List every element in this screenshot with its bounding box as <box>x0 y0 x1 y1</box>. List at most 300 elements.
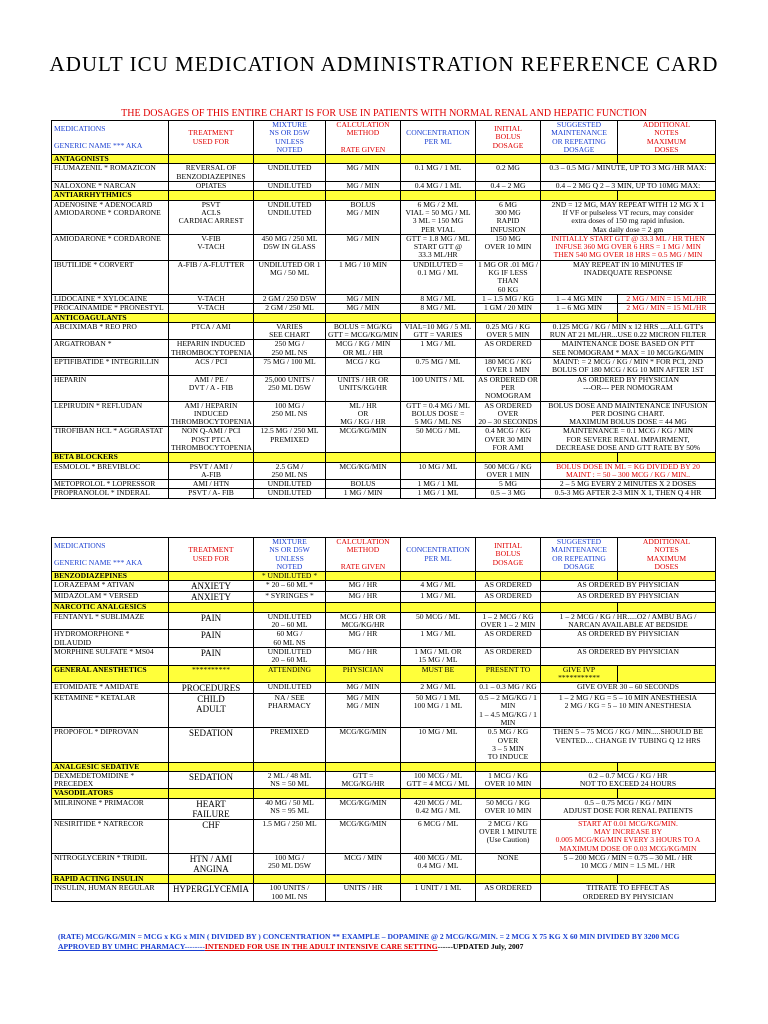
cell-name: DEXMEDETOMIDINE * PRECEDEX <box>52 771 169 789</box>
cell-treatment: HEART FAILURE <box>169 798 254 819</box>
cell-maint: 1 – 2 MG / KG = 5 – 10 MIN ANESTHESIA 2 MG / KG = 5 – 10 MIN ANESTHESIA <box>541 694 716 728</box>
cell-mixture: 25,000 UNITS / 250 ML D5W <box>254 375 326 401</box>
section-cell-calc <box>326 453 401 462</box>
cell-maint: 1 – 4 MG MIN <box>541 294 618 303</box>
cell-mixture: 250 MG / 250 ML NS <box>254 340 326 358</box>
section-cell-treatment <box>169 572 254 581</box>
cell-name: LORAZEPAM * ATIVAN <box>52 581 169 592</box>
cell-name: ARGATROBAN * <box>52 340 169 358</box>
cell-name: ETOMIDATE * AMIDATE <box>52 683 169 694</box>
cell-conc: 1 UNIT / 1 ML <box>401 884 476 902</box>
cell-calc: MCG/KG/MIN <box>326 427 401 453</box>
cell-calc: MG / MIN <box>326 304 401 313</box>
cell-maint: MAINT: = 2 MCG / KG / MIN * FOR PCI, 2ND BOLUS OF 180 MCG / KG 10 MIN AFTER 1ST <box>541 358 716 376</box>
cell-bolus: 0.5 – 3 MG <box>476 489 541 498</box>
cell-mixture: UNDILUTED <box>254 182 326 191</box>
section-cell-bolus <box>476 603 541 612</box>
cell-bolus: AS ORDERED OVER 20 – 30 SECONDS <box>476 401 541 427</box>
cell-calc: MCG/KG/MIN <box>326 462 401 480</box>
cell-mixture: 75 MG / 100 ML <box>254 358 326 376</box>
cell-treatment: V-TACH <box>169 304 254 313</box>
section-cell-notes <box>618 313 716 322</box>
cell-name: AMIODARONE * CORDARONE <box>52 234 169 260</box>
cell-bolus: 500 MCG / KG OVER 1 MIN <box>476 462 541 480</box>
cell-name: ESMOLOL * BREVIBLOC <box>52 462 169 480</box>
section-cell-notes <box>618 603 716 612</box>
section-cell-mixture <box>254 155 326 164</box>
section-cell-conc <box>401 789 476 798</box>
cell-calc: BOLUS = MG/KG GTT = MCG/KG/MIN <box>326 322 401 340</box>
section-cell-treatment <box>169 789 254 798</box>
section-cell-maint <box>541 453 618 462</box>
section-title: ANTIARRHYTHMICS <box>52 191 169 200</box>
section-cell-mixture <box>254 603 326 612</box>
section-cell-bolus <box>476 155 541 164</box>
approval-line <box>58 942 523 951</box>
section-cell-mixture <box>254 191 326 200</box>
cell-maint: 0.3 – 0.5 MG / MINUTE, UP TO 3 MG /HR MAX: <box>541 164 716 182</box>
section-header-row <box>52 191 716 200</box>
cell-bolus: 180 MCG / KG OVER 1 MIN <box>476 358 541 376</box>
section-header-row <box>52 665 716 683</box>
section-cell-bolus <box>476 572 541 581</box>
cell-maint: 0.2 – 0.7 MCG / KG / HR NOT TO EXCEED 24 HOURS <box>541 771 716 789</box>
cell-name: LEPIRUDIN * REFLUDAN <box>52 401 169 427</box>
header-maint: SUGGESTED MAINTENANCE OR REPEATING DOSAGE <box>541 538 618 572</box>
section-cell-treatment <box>169 155 254 164</box>
cell-treatment: PAIN <box>169 612 254 630</box>
cell-bolus: 1 – 2 MCG / KG OVER 1 – 2 MIN <box>476 612 541 630</box>
cell-mixture: UNDILUTED 20 – 60 ML <box>254 647 326 665</box>
cell-calc: MCG/KG/MIN <box>326 798 401 819</box>
cell-treatment: V-FIB V-TACH <box>169 234 254 260</box>
section-cell-mixture: ATTENDING <box>254 665 326 683</box>
table-row <box>52 771 716 789</box>
page-subtitle: THE DOSAGES OF THIS ENTIRE CHART IS FOR USE IN PATIENTS WITH NORMAL RENAL AND HEPATIC FUNCTION <box>121 108 647 119</box>
section-cell-calc <box>326 572 401 581</box>
table-row <box>52 798 716 819</box>
header-mixture: MIXTURE NS OR D5W UNLESS NOTED <box>254 538 326 572</box>
section-cell-bolus: PRESENT TO <box>476 665 541 683</box>
cell-bolus: 0.5 – 2 MG/KG / 1 MIN 1 – 4.5 MG/KG / 1 MIN <box>476 694 541 728</box>
cell-calc: MCG/KG/MIN <box>326 819 401 853</box>
section-header-row <box>52 762 716 771</box>
table-row <box>52 630 716 648</box>
cell-calc: MG / MIN <box>326 683 401 694</box>
table-row <box>52 728 716 762</box>
cell-mixture: 2.5 GM / 250 ML NS <box>254 462 326 480</box>
cell-maint: 0.4 – 2 MG Q 2 – 3 MIN, UP TO 10MG MAX: <box>541 182 716 191</box>
table-row <box>52 884 716 902</box>
cell-conc: 1 MG / ML OR 15 MG / ML <box>401 647 476 665</box>
header-medications: MEDICATIONS GENERIC NAME *** AKA <box>52 538 169 572</box>
cell-maint: 2ND = 12 MG, MAY REPEAT WITH 12 MG X 1 If VF or pulseless VT recurs, may consider extra doses of 150 mg rapid infusion. Max daily dose = 2 gm <box>541 200 716 234</box>
cell-name: NITROGLYCERIN * TRIDIL <box>52 853 169 874</box>
table-row <box>52 612 716 630</box>
header-bolus: INITIAL BOLUS DOSAGE <box>476 121 541 155</box>
cell-mixture: UNDILUTED 20 – 60 ML <box>254 612 326 630</box>
cell-maint: THEN 5 – 75 MCG / KG / MIN.....SHOULD BE VENTED.... CHANGE IV TUBING Q 12 HRS <box>541 728 716 762</box>
cell-treatment: PSVT / AMI / A-FIB <box>169 462 254 480</box>
cell-bolus: NONE <box>476 853 541 874</box>
cell-maint: AS ORDERED BY PHYSICIAN ---OR--- PER NOMOGRAM <box>541 375 716 401</box>
cell-conc: 4 MG / ML <box>401 581 476 592</box>
intended-use: INTENDED FOR USE IN THE ADULT INTENSIVE CARE SETTING <box>204 942 438 951</box>
cell-calc: MG / HR <box>326 592 401 603</box>
table-row <box>52 234 716 260</box>
updated-date: ------UPDATED July, 2007 <box>437 942 524 951</box>
section-cell-notes <box>618 762 716 771</box>
cell-bolus: 1 MCG / KG OVER 10 MIN <box>476 771 541 789</box>
cell-bolus: 1 GM / 20 MIN <box>476 304 541 313</box>
cell-bolus: 0.1 – 0.3 MG / KG <box>476 683 541 694</box>
section-title: ANTAGONISTS <box>52 155 169 164</box>
table-row <box>52 401 716 427</box>
cell-maint: AS ORDERED BY PHYSICIAN <box>541 581 716 592</box>
section-cell-calc <box>326 155 401 164</box>
cell-calc: GTT = MCG/KG/HR <box>326 771 401 789</box>
section-cell-treatment <box>169 874 254 883</box>
section-title: ANTICOAGULANTS <box>52 313 169 322</box>
section-cell-maint: GIVE IVP *********** <box>541 665 618 683</box>
cell-calc: MCG / MIN <box>326 853 401 874</box>
cell-mixture: NA / SEE PHARMACY <box>254 694 326 728</box>
cell-maint: 0.125 MCG / KG / MIN x 12 HRS ....ALL GTT's RUN AT 21 ML/HR...USE 0.22 MICRON FILTER <box>541 322 716 340</box>
cell-maint: 1 – 6 MG MIN <box>541 304 618 313</box>
cell-maint: 0.5-3 MG AFTER 2-3 MIN X 1, THEN Q 4 HR <box>541 489 716 498</box>
cell-treatment: PROCEDURES <box>169 683 254 694</box>
cell-calc: UNITS / HR <box>326 884 401 902</box>
cell-calc: MG / HR <box>326 581 401 592</box>
section-header-row <box>52 313 716 322</box>
cell-mixture: 60 MG / 60 ML NS <box>254 630 326 648</box>
section-cell-maint <box>541 572 618 581</box>
table-row <box>52 322 716 340</box>
cell-name: FENTANYL * SUBLIMAZE <box>52 612 169 630</box>
cell-bolus: AS ORDERED <box>476 592 541 603</box>
cell-treatment: PAIN <box>169 647 254 665</box>
table-row <box>52 164 716 182</box>
cell-conc: GTT = 0.4 MG / ML BOLUS DOSE = 5 MG / ML NS <box>401 401 476 427</box>
header-treatment: TREATMENT USED FOR <box>169 538 254 572</box>
header-notes: ADDITIONAL NOTES MAXIMUM DOSES <box>618 121 716 155</box>
cell-treatment: ACS / PCI <box>169 358 254 376</box>
cell-treatment: PSVT ACLS CARDIAC ARREST <box>169 200 254 234</box>
cell-conc: 6 MCG / ML <box>401 819 476 853</box>
cell-bolus: 50 MCG / KG OVER 10 MIN <box>476 798 541 819</box>
header-calc: CALCULATION METHOD RATE GIVEN <box>326 538 401 572</box>
section-cell-notes <box>618 155 716 164</box>
cell-mixture: UNDILUTED UNDILUTED <box>254 200 326 234</box>
table-row <box>52 694 716 728</box>
cell-name: LIDOCAINE * XYLOCAINE <box>52 294 169 303</box>
section-header-row <box>52 789 716 798</box>
cell-calc: 1 MG / MIN <box>326 489 401 498</box>
section-cell-conc <box>401 874 476 883</box>
cell-calc: MG / HR <box>326 630 401 648</box>
cell-treatment: AMI / PE / DVT / A - FIB <box>169 375 254 401</box>
cell-bolus: AS ORDERED <box>476 647 541 665</box>
cell-mixture: 100 MG / 250 ML D5W <box>254 853 326 874</box>
cell-mixture: 2 ML / 48 ML NS = 50 ML <box>254 771 326 789</box>
cell-conc: 50 MCG / ML <box>401 612 476 630</box>
section-cell-notes <box>618 789 716 798</box>
cell-treatment: V-TACH <box>169 294 254 303</box>
table-row <box>52 819 716 853</box>
section-header-row <box>52 603 716 612</box>
cell-maint: AS ORDERED BY PHYSICIAN <box>541 647 716 665</box>
cell-conc: 0.1 MG / 1 ML <box>401 164 476 182</box>
table-row <box>52 853 716 874</box>
cell-mixture: 100 MG / 250 ML NS <box>254 401 326 427</box>
cell-name: MIDAZOLAM * VERSED <box>52 592 169 603</box>
cell-maint: MAY REPEAT IN 10 MINUTES IF INADEQUATE RESPONSE <box>541 260 716 294</box>
cell-notes: 2 MG / MIN = 15 ML/HR <box>618 294 716 303</box>
cell-conc: 50 MG / 1 ML 100 MG / 1 ML <box>401 694 476 728</box>
cell-mixture: 2 GM / 250 D5W <box>254 294 326 303</box>
cell-calc: 1 MG / 10 MIN <box>326 260 401 294</box>
cell-maint: AS ORDERED BY PHYSICIAN <box>541 630 716 648</box>
header-notes: ADDITIONAL NOTES MAXIMUM DOSES <box>618 538 716 572</box>
cell-conc: 0.75 MG / ML <box>401 358 476 376</box>
cell-calc: MG / MIN <box>326 182 401 191</box>
header-conc: CONCENTRATION PER ML <box>401 538 476 572</box>
cell-conc: 50 MCG / ML <box>401 427 476 453</box>
section-cell-mixture: * UNDILUTED * <box>254 572 326 581</box>
table-row <box>52 340 716 358</box>
cell-treatment: AMI / HEPARIN INDUCED THROMBOCYTOPENIA <box>169 401 254 427</box>
header-calc: CALCULATION METHOD RATE GIVEN <box>326 121 401 155</box>
table-row <box>52 358 716 376</box>
cell-maint: BOLUS DOSE AND MAINTENANCE INFUSION PER DOSING CHART. MAXIMUM BOLUS DOSE = 44 MG <box>541 401 716 427</box>
section-header-row <box>52 572 716 581</box>
cell-mixture: PREMIXED <box>254 728 326 762</box>
cell-conc: VIAL=10 MG / 5 ML GTT = VARIES <box>401 322 476 340</box>
section-cell-treatment <box>169 762 254 771</box>
cell-bolus: 0.2 MG <box>476 164 541 182</box>
section-cell-conc <box>401 313 476 322</box>
cell-treatment: ANXIETY <box>169 592 254 603</box>
table-row <box>52 647 716 665</box>
cell-treatment: HEPARIN INDUCED THROMBOCYTOPENIA <box>169 340 254 358</box>
table-row <box>52 489 716 498</box>
table-row <box>52 304 716 313</box>
section-cell-calc: PHYSICIAN <box>326 665 401 683</box>
header-medications: MEDICATIONS GENERIC NAME *** AKA <box>52 121 169 155</box>
cell-conc: 2 MG / ML <box>401 683 476 694</box>
cell-conc: UNDILUTED = 0.1 MG / ML <box>401 260 476 294</box>
cell-mixture: * 20 – 60 ML * <box>254 581 326 592</box>
section-cell-bolus <box>476 874 541 883</box>
cell-treatment: OPIATES <box>169 182 254 191</box>
cell-treatment: CHF <box>169 819 254 853</box>
cell-bolus: 1 MG OR .01 MG / KG IF LESS THAN 60 KG <box>476 260 541 294</box>
cell-name: KETAMINE * KETALAR <box>52 694 169 728</box>
section-cell-bolus <box>476 789 541 798</box>
cell-conc: 420 MCG / ML 0.42 MG / ML <box>401 798 476 819</box>
cell-mixture: 2 GM / 250 ML <box>254 304 326 313</box>
cell-calc: MG / MIN <box>326 234 401 260</box>
header-conc: CONCENTRATION PER ML <box>401 121 476 155</box>
cell-conc: 1 MG / 1 ML <box>401 480 476 489</box>
section-cell-calc <box>326 789 401 798</box>
cell-treatment: SEDATION <box>169 771 254 789</box>
cell-maint: 1 – 2 MCG / KG / HR.....O2 / AMBU BAG / NARCAN AVAILABLE AT BEDSIDE <box>541 612 716 630</box>
table-row <box>52 462 716 480</box>
cell-maint: GIVE OVER 30 – 60 SECONDS <box>541 683 716 694</box>
cell-calc: MCG / KG / MIN OR ML / HR <box>326 340 401 358</box>
cell-conc: 6 MG / 2 ML VIAL = 50 MG / ML 3 ML = 150 MG PER VIAL <box>401 200 476 234</box>
cell-conc: 10 MG / ML <box>401 728 476 762</box>
header-treatment: TREATMENT USED FOR <box>169 121 254 155</box>
cell-mixture: 40 MG / 50 ML NS = 95 ML <box>254 798 326 819</box>
section-cell-treatment <box>169 603 254 612</box>
cell-bolus: AS ORDERED <box>476 340 541 358</box>
cell-mixture: UNDILUTED <box>254 480 326 489</box>
cell-bolus: AS ORDERED <box>476 630 541 648</box>
cell-maint: AS ORDERED BY PHYSICIAN <box>541 592 716 603</box>
cell-mixture: 100 UNITS / 100 ML NS <box>254 884 326 902</box>
cell-bolus: 2 MCG / KG OVER 1 MINUTE (Use Caution) <box>476 819 541 853</box>
header-maint: SUGGESTED MAINTENANCE OR REPEATING DOSAGE <box>541 121 618 155</box>
section-cell-treatment <box>169 313 254 322</box>
section-title: GENERAL ANESTHETICS <box>52 665 169 683</box>
cell-conc: GTT = 1.8 MG / ML START GTT @ 33.3 ML/HR <box>401 234 476 260</box>
section-cell-mixture <box>254 453 326 462</box>
table-row <box>52 260 716 294</box>
table-row <box>52 182 716 191</box>
section-cell-conc <box>401 603 476 612</box>
cell-mixture: UNDILUTED <box>254 164 326 182</box>
section-cell-conc <box>401 191 476 200</box>
section-cell-maint <box>541 313 618 322</box>
section-cell-notes <box>618 665 716 683</box>
cell-name: PROPOFOL * DIPROVAN <box>52 728 169 762</box>
page-title: ADULT ICU MEDICATION ADMINISTRATION REFERENCE CARD <box>49 52 719 76</box>
cell-name: ABCIXIMAB * REO PRO <box>52 322 169 340</box>
cell-conc: 0.4 MG / 1 ML <box>401 182 476 191</box>
section-cell-calc <box>326 603 401 612</box>
section-header-row <box>52 453 716 462</box>
cell-conc: 100 MCG / ML GTT = 4 MCG / ML <box>401 771 476 789</box>
table-row <box>52 200 716 234</box>
section-cell-treatment <box>169 453 254 462</box>
cell-maint: MAINTENANCE DOSE BASED ON PTT SEE NOMOGRAM * MAX = 10 MCG/KG/MIN <box>541 340 716 358</box>
cell-bolus: AS ORDERED <box>476 884 541 902</box>
cell-bolus: AS ORDERED OR PER NOMOGRAM <box>476 375 541 401</box>
cell-calc: MG / HR <box>326 647 401 665</box>
cell-calc: MCG / HR OR MCG/KG/HR <box>326 612 401 630</box>
cell-treatment: NON Q-AMI / PCI POST PTCA THROMBOCYTOPENIA <box>169 427 254 453</box>
cell-name: INSULIN, HUMAN REGULAR <box>52 884 169 902</box>
section-cell-mixture <box>254 313 326 322</box>
cell-mixture: * SYRINGES * <box>254 592 326 603</box>
cell-mixture: 450 MG / 250 ML D5W IN GLASS <box>254 234 326 260</box>
cell-bolus: 0.5 MG / KG OVER 3 – 5 MIN TO INDUCE <box>476 728 541 762</box>
cell-name: PROCAINAMIDE * PRONESTYL <box>52 304 169 313</box>
table-body <box>52 572 716 902</box>
section-cell-maint <box>541 762 618 771</box>
header-mixture: MIXTURE NS OR D5W UNLESS NOTED <box>254 121 326 155</box>
table-header <box>52 538 716 572</box>
cell-calc: ML / HR OR MG / KG / HR <box>326 401 401 427</box>
cell-treatment: AMI / HTN <box>169 480 254 489</box>
cell-name: METOPROLOL * LOPRESSOR <box>52 480 169 489</box>
cell-name: PROPRANOLOL * INDERAL <box>52 489 169 498</box>
cell-maint: 0.5 – 0.75 MCG / KG / MIN ADJUST DOSE FOR RENAL PATIENTS <box>541 798 716 819</box>
section-header-row <box>52 155 716 164</box>
cell-bolus: AS ORDERED <box>476 581 541 592</box>
section-cell-conc <box>401 155 476 164</box>
medication-table-2 <box>51 537 716 902</box>
table-row <box>52 581 716 592</box>
approved-by: APPROVED BY UMHC PHARMACY-------- <box>58 942 205 951</box>
cell-bolus: 0.4 MCG / KG OVER 30 MIN FOR AMI <box>476 427 541 453</box>
cell-name: MILRINONE * PRIMACOR <box>52 798 169 819</box>
cell-treatment: HTN / AMI ANGINA <box>169 853 254 874</box>
section-cell-notes <box>618 874 716 883</box>
cell-maint: START AT 0.01 MCG/KG/MIN. MAY INCREASE BY 0.005 MCG/KG/MIN EVERY 3 HOURS TO A MAXIMUM DOSE OF 0.03 MCG/KG/MIN <box>541 819 716 853</box>
cell-treatment: PAIN <box>169 630 254 648</box>
section-cell-treatment: ********** <box>169 665 254 683</box>
cell-calc: MG / MIN <box>326 294 401 303</box>
cell-notes: 2 MG / MIN = 15 ML/HR <box>618 304 716 313</box>
section-cell-maint <box>541 874 618 883</box>
cell-maint: 2 – 5 MG EVERY 2 MINUTES X 2 DOSES <box>541 480 716 489</box>
cell-bolus: 1 – 1.5 MG / KG <box>476 294 541 303</box>
section-cell-notes <box>618 453 716 462</box>
cell-treatment: A-FIB / A-FLUTTER <box>169 260 254 294</box>
cell-calc: UNITS / HR OR UNITS/KG/HR <box>326 375 401 401</box>
section-cell-bolus <box>476 453 541 462</box>
cell-maint: INITIALLY START GTT @ 33.3 ML / HR THEN INFUSE 360 MG OVER 6 HRS = 1 MG / MIN THEN 540 MG OVER 18 HRS = 0.5 MG / MIN <box>541 234 716 260</box>
section-cell-calc <box>326 313 401 322</box>
header-bolus: INITIAL BOLUS DOSAGE <box>476 538 541 572</box>
section-cell-calc <box>326 191 401 200</box>
section-cell-conc <box>401 762 476 771</box>
cell-conc: 1 MG / ML <box>401 340 476 358</box>
cell-conc: 8 MG / ML <box>401 294 476 303</box>
table-row <box>52 480 716 489</box>
section-cell-calc <box>326 874 401 883</box>
cell-calc: BOLUS <box>326 480 401 489</box>
cell-conc: 8 MG / ML <box>401 304 476 313</box>
cell-mixture: UNDILUTED <box>254 489 326 498</box>
rate-formula: (RATE) MCG/KG/MIN = MCG x KG x MIN ( DIVIDED BY ) CONCENTRATION ** EXAMPLE – DOPAMINE @ 2 MCG/KG/MIN. = 2 MCG X 75 KG X 60 MIN DIVIDED BY 3200 MCG <box>58 932 680 941</box>
section-cell-mixture <box>254 874 326 883</box>
section-cell-notes <box>618 572 716 581</box>
section-cell-maint <box>541 789 618 798</box>
section-cell-conc <box>401 453 476 462</box>
cell-calc: MCG/KG/MIN <box>326 728 401 762</box>
cell-calc: BOLUS MG / MIN <box>326 200 401 234</box>
cell-name: IBUTILIDE * CORVERT <box>52 260 169 294</box>
section-cell-mixture <box>254 762 326 771</box>
table-row <box>52 427 716 453</box>
cell-treatment: HYPERGLYCEMIA <box>169 884 254 902</box>
section-cell-maint <box>541 191 618 200</box>
table-row <box>52 294 716 303</box>
section-header-row <box>52 874 716 883</box>
section-title: RAPID ACTING INSULIN <box>52 874 169 883</box>
cell-name: NALOXONE * NARCAN <box>52 182 169 191</box>
table-row <box>52 375 716 401</box>
cell-mixture: 1.5 MG / 250 ML <box>254 819 326 853</box>
cell-mixture: VARIES SEE CHART <box>254 322 326 340</box>
cell-treatment: CHILD ADULT <box>169 694 254 728</box>
cell-maint: TITRATE TO EFFECT AS ORDERED BY PHYSICIAN <box>541 884 716 902</box>
cell-name: HYDROMORPHONE * DILAUDID <box>52 630 169 648</box>
